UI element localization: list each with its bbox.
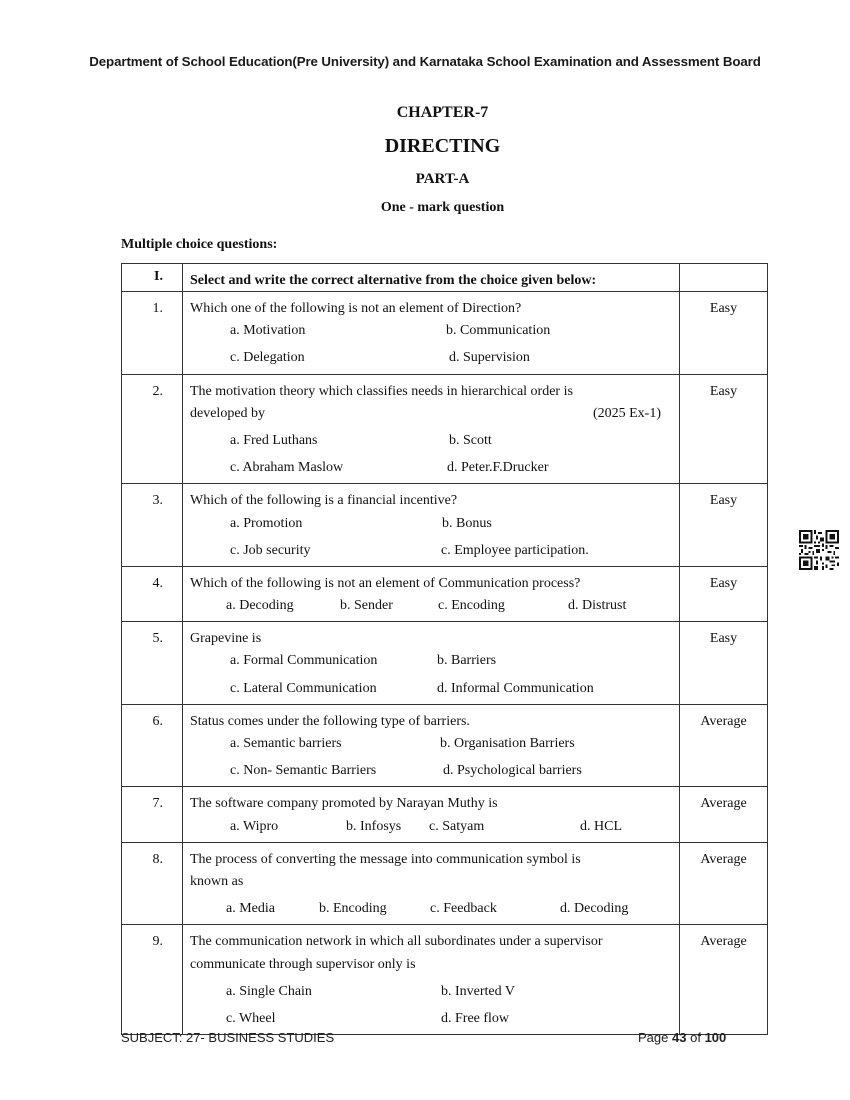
option: b. Encoding (319, 901, 387, 917)
question-text: communicate through supervisor only is (190, 956, 416, 972)
option: c. Encoding (438, 598, 505, 614)
table-header-row (122, 264, 768, 292)
difficulty-level: Easy (709, 301, 738, 316)
option: b. Inverted V (441, 983, 515, 999)
option: d. HCL (580, 818, 622, 834)
option: d. Free flow (441, 1010, 510, 1026)
option: c. Delegation (230, 350, 305, 366)
header-level (680, 264, 767, 291)
table-row (122, 622, 768, 705)
option: a. Formal Communication (230, 653, 378, 669)
part-label: PART-A (415, 171, 470, 187)
exam-tag: (2025 Ex-1) (592, 405, 661, 421)
difficulty-level: Easy (709, 631, 738, 647)
table-row (122, 842, 768, 925)
page-total: 100 (704, 1030, 727, 1045)
page-of: of (690, 1030, 701, 1045)
option: a. Promotion (230, 515, 303, 531)
question-number: 5. (152, 631, 163, 647)
footer-page-number (638, 1030, 726, 1045)
option: a. Wipro (230, 818, 279, 834)
option: c. Satyam (429, 818, 485, 834)
question-text: known as (190, 873, 244, 889)
difficulty-level: Average (700, 851, 747, 867)
chapter-title: DIRECTING (384, 135, 501, 157)
option: a. Single Chain (226, 983, 312, 999)
question-number: 1. (152, 301, 163, 316)
table-row (122, 566, 768, 621)
difficulty-level: Easy (709, 575, 738, 591)
option: b. Communication (446, 323, 551, 339)
option: a. Fred Luthans (230, 432, 318, 448)
difficulty-level: Average (700, 796, 747, 812)
question-text: The motivation theory which classifies needs in hierarchical order is (190, 383, 573, 399)
question-text: The software company promoted by Narayan Muthy is (190, 796, 498, 812)
question-text: The communication network in which all subordinates under a supervisor (190, 934, 603, 950)
question-text: developed by (190, 405, 266, 421)
question-text: Which of the following is not an element of Communication process? (190, 575, 581, 591)
question-text: Status comes under the following type of barriers. (190, 713, 470, 729)
option: d. Informal Communication (437, 680, 594, 696)
question-text: Which one of the following is not an element of Direction? (190, 301, 522, 316)
table-row (122, 374, 768, 484)
option: c. Abraham Maslow (230, 460, 344, 476)
question-text: The process of converting the message into communication symbol is (190, 851, 581, 867)
table-row (122, 787, 768, 842)
option: d. Psychological barriers (443, 763, 582, 779)
option: a. Motivation (230, 323, 306, 339)
question-number: 9. (152, 934, 163, 950)
option: b. Organisation Barriers (440, 736, 575, 751)
page-label: Page (638, 1030, 669, 1045)
question-text: Grapevine is (190, 631, 262, 647)
option: c. Feedback (430, 901, 497, 917)
option: c. Lateral Communication (230, 680, 377, 696)
question-number: 2. (152, 383, 163, 399)
section-label: Multiple choice questions: (121, 237, 278, 252)
option: b. Bonus (442, 515, 492, 531)
question-number: 6. (152, 713, 163, 729)
option: a. Media (226, 901, 275, 917)
option: d. Peter.F.Drucker (447, 460, 549, 476)
mark-type-label: One - mark question (380, 200, 505, 215)
option: c. Employee participation. (441, 542, 589, 558)
difficulty-level: Average (700, 713, 747, 729)
table-row (122, 704, 768, 787)
page-current: 43 (672, 1030, 687, 1045)
questions-table (121, 263, 768, 1035)
qr-code-icon (799, 530, 839, 570)
option: d. Decoding (560, 901, 629, 917)
board-header: Department of School Education(Pre University) and Karnataka School Examination and Assessment Board (89, 54, 761, 69)
difficulty-level: Average (700, 934, 747, 950)
question-text: Which of the following is a financial incentive? (190, 493, 458, 509)
difficulty-level: Easy (709, 383, 738, 399)
chapter-label: CHAPTER-7 (396, 104, 489, 121)
option: b. Scott (449, 432, 492, 448)
header-num: I. (154, 269, 163, 284)
difficulty-level: Easy (709, 493, 738, 509)
option: d. Supervision (449, 350, 530, 366)
option: c. Wheel (226, 1010, 276, 1026)
option: b. Infosys (346, 818, 402, 834)
option: a. Decoding (226, 598, 294, 614)
table-row (122, 484, 768, 567)
option: d. Distrust (568, 598, 627, 614)
question-number: 8. (152, 851, 163, 867)
table-row (122, 925, 768, 1035)
footer-subject: SUBJECT: 27- BUSINESS STUDIES (121, 1030, 335, 1045)
option: a. Semantic barriers (230, 736, 342, 751)
table-row (122, 292, 768, 375)
option: c. Non- Semantic Barriers (230, 763, 377, 779)
option: b. Barriers (437, 653, 497, 669)
question-number: 3. (152, 493, 163, 509)
question-number: 4. (152, 575, 163, 591)
option: b. Sender (340, 598, 393, 614)
header-instruction: Select and write the correct alternative from the choice given below: (190, 273, 597, 288)
option: c. Job security (230, 542, 311, 558)
question-number: 7. (152, 796, 163, 812)
